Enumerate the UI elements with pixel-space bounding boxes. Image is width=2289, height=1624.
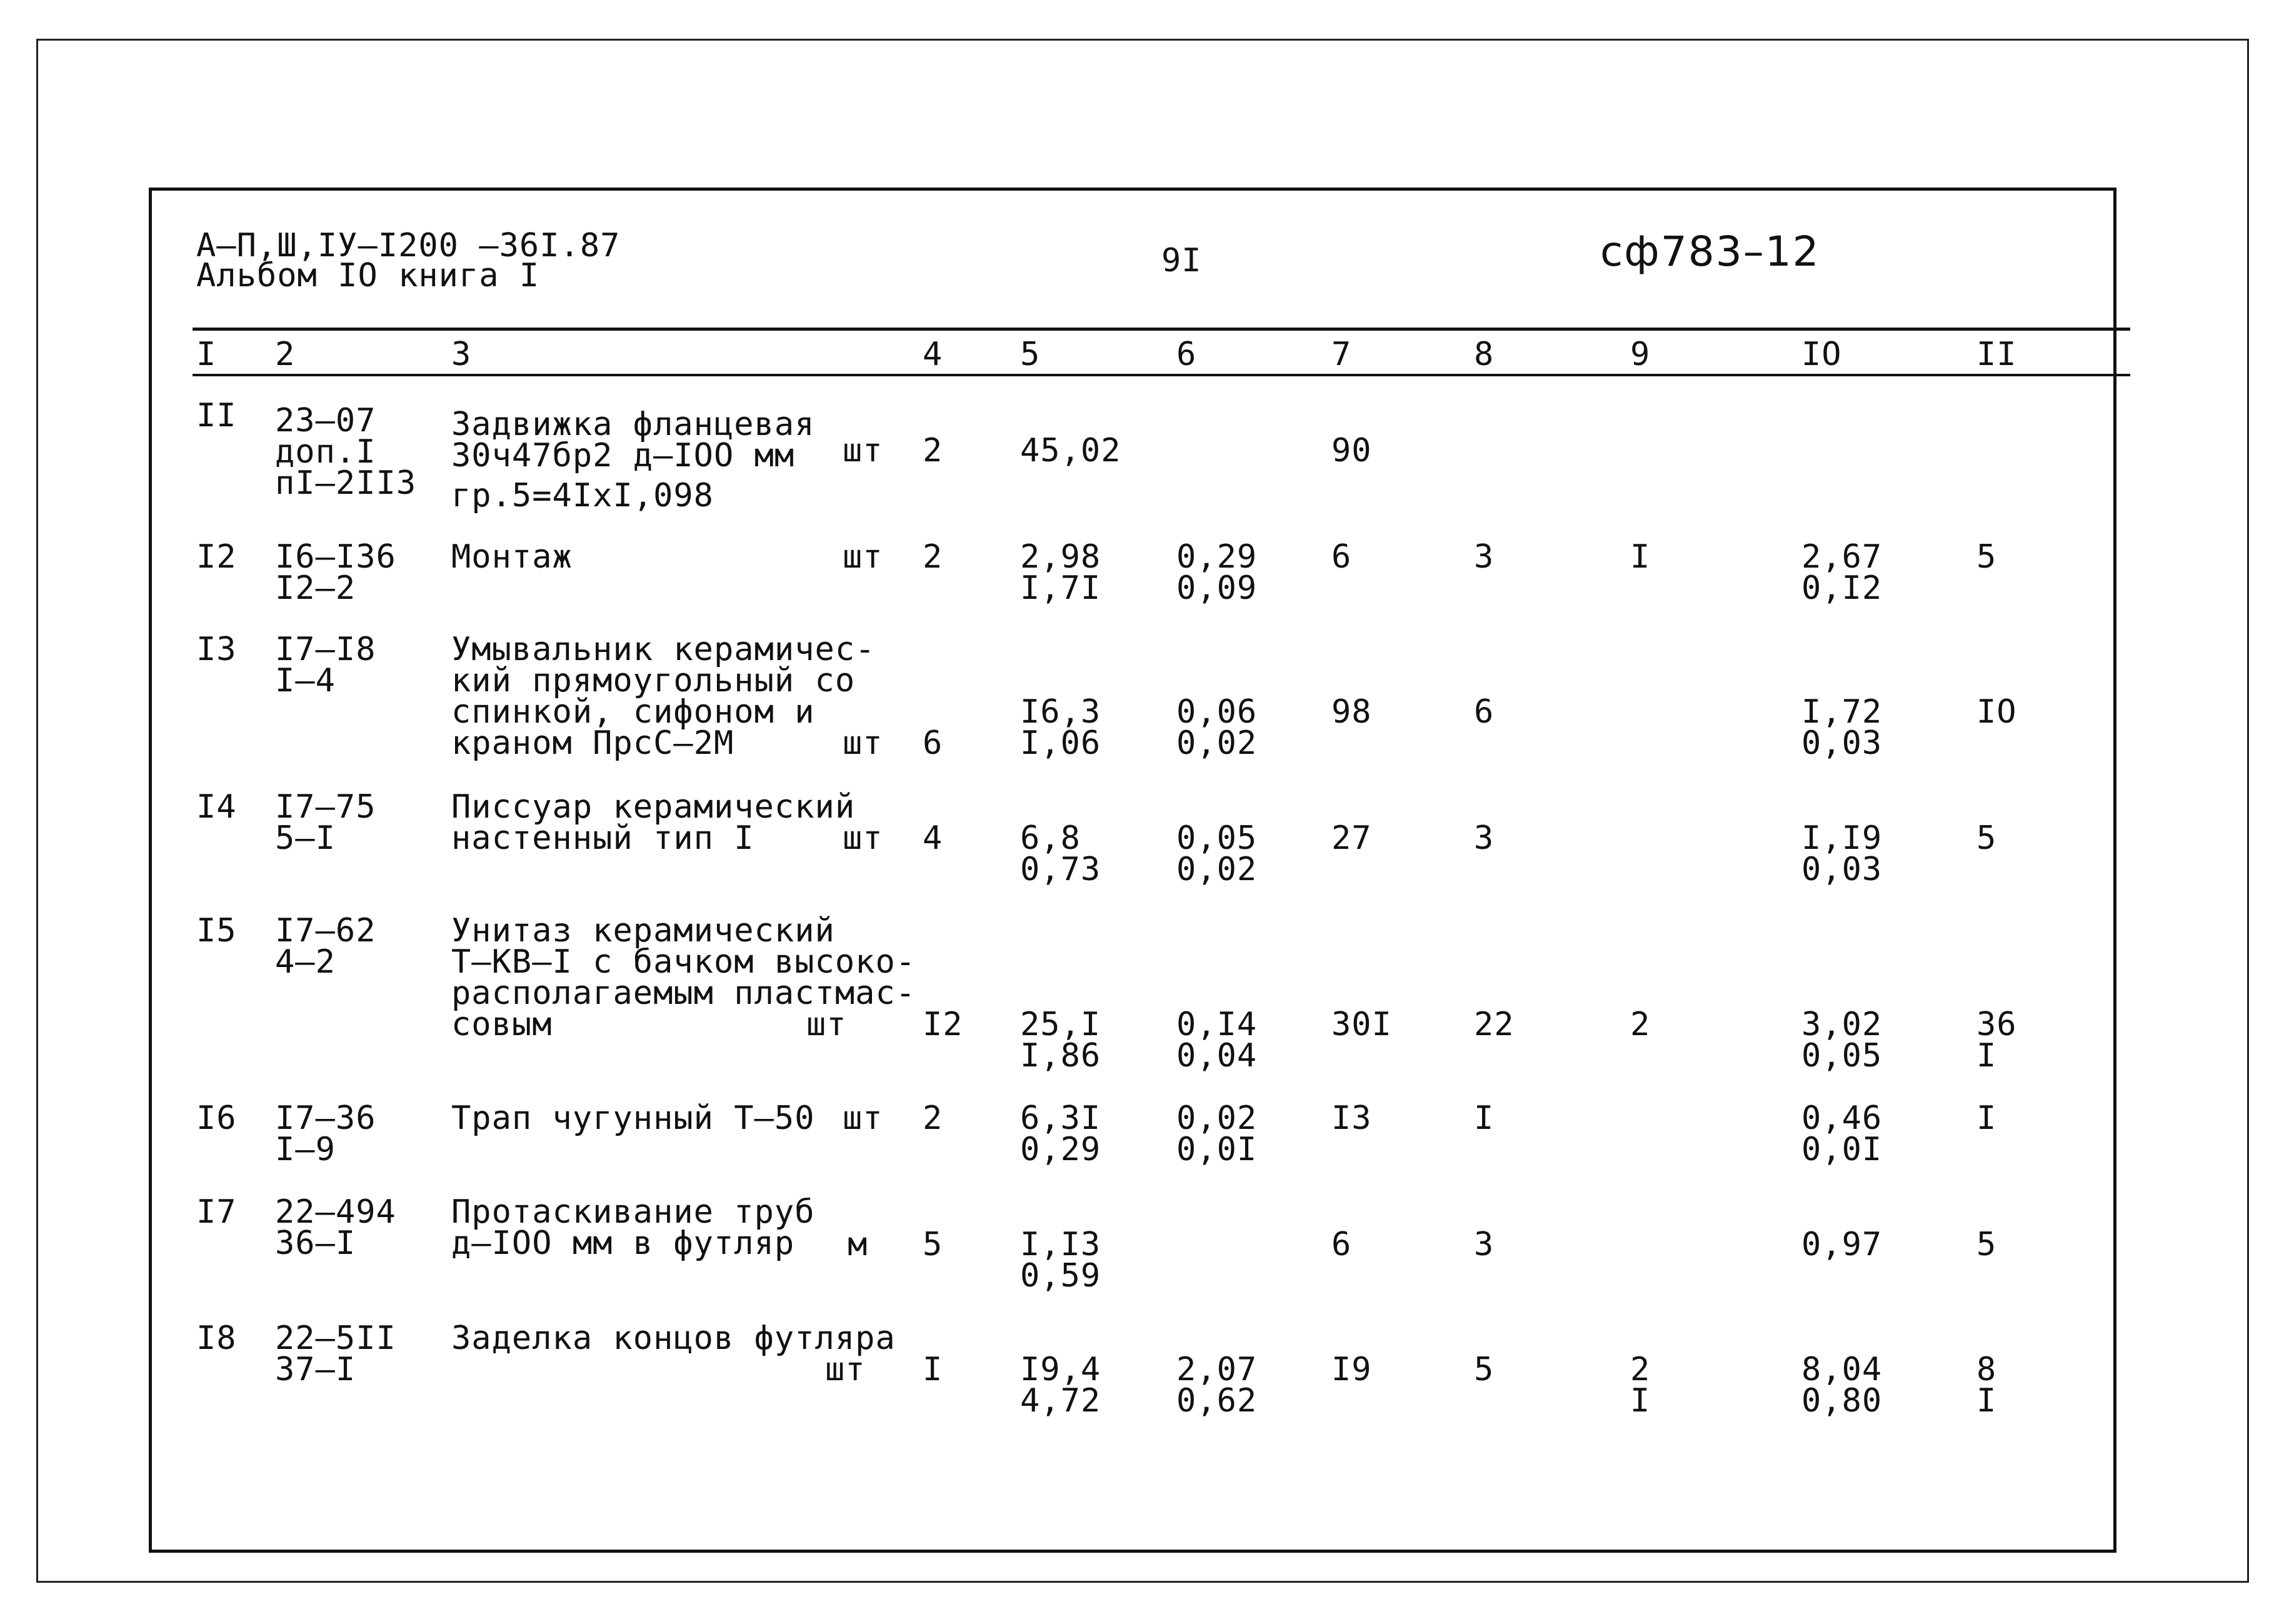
col-header-4: 4 [923,336,943,373]
item-name: Монтаж [451,538,573,576]
col8-value: 3 [1474,538,1495,576]
row-number: I8 [196,1320,237,1357]
page-number: 9I [1161,242,1202,279]
unit: шт [843,1100,883,1137]
col-header-10: IO [1801,336,1842,373]
norm-code: I6–I36 I2–2 [275,538,396,607]
unit: шт [843,724,883,762]
quantity: 2 [923,1100,943,1137]
col7-value: I9 [1331,1351,1372,1388]
album-label: Альбом IO книга I [196,257,540,294]
col-header-6: 6 [1176,336,1197,373]
row-number: II [196,397,237,434]
col-header-8: 8 [1474,336,1495,373]
quantity: 4 [923,820,943,857]
col-header-3: 3 [451,336,472,373]
col9-value: 2 I [1630,1351,1651,1420]
unit: м [848,1226,868,1263]
item-name: Умывальник керамичес- кий прямоугольный со спинкой, сифоном и краном ПрсС–2М [451,631,876,762]
col5-value: I9,4 4,72 [1020,1351,1101,1420]
unit: шт [806,1006,847,1043]
quantity: 2 [923,538,943,576]
col10-value: 0,46 0,0I [1801,1100,1883,1168]
norm-code: I7–62 4–2 [275,912,376,981]
col7-value: 90 [1331,432,1372,469]
unit: шт [825,1351,866,1388]
col-header-11: II [1976,336,2017,373]
col5-value: 25,I I,86 [1020,1006,1101,1075]
col5-value: 6,3I 0,29 [1020,1100,1101,1168]
col9-value: 2 [1630,1006,1651,1043]
col5-value: I,I3 0,59 [1020,1226,1101,1295]
col10-value: I,I9 0,03 [1801,820,1883,888]
unit: шт [843,432,883,469]
col11-value: 8 I [1976,1351,1997,1420]
header-top-rule [193,328,2130,331]
col8-value: 6 [1474,693,1495,731]
col11-value: 5 [1976,1226,1997,1263]
item-name: Писсуар керамический настенный тип I [451,788,856,857]
norm-code: 23–07 доп.I пI–2II3 [275,402,417,502]
col11-value: 36 I [1976,1006,2017,1075]
row-number: I3 [196,631,237,668]
quantity: 5 [923,1226,943,1263]
col9-value: I [1630,538,1651,576]
col7-value: 6 [1331,538,1352,576]
item-name: Трап чугунный Т–50 [451,1100,815,1137]
quantity: I [923,1351,943,1388]
col10-value: 2,67 0,I2 [1801,538,1883,607]
col-header-7: 7 [1331,336,1352,373]
col7-value: I3 [1331,1100,1372,1137]
item-name: Протаскивание труб д–IOO мм в футляр [451,1193,815,1262]
col11-value: IO [1976,693,2017,731]
quantity: I2 [923,1006,963,1043]
row-number: I6 [196,1100,237,1137]
norm-code: 22–494 36–I [275,1193,396,1262]
col11-value: 5 [1976,820,1997,857]
col6-value: 0,06 0,02 [1176,693,1258,762]
col6-value: 0,02 0,0I [1176,1100,1258,1168]
doc-code: А–П,Ш,IУ–I200 –36I.87 [196,227,621,264]
norm-code: I7–75 5–I [275,788,376,857]
col8-value: I [1474,1100,1495,1137]
unit: шт [843,820,883,857]
col-header-2: 2 [275,336,296,373]
col6-value: 0,I4 0,04 [1176,1006,1258,1075]
col5-value: 45,02 [1020,432,1121,469]
col10-value: I,72 0,03 [1801,693,1883,762]
item-name: Унитаз керамический Т–КВ–I с бачком высоко- располагаемым пластмас- совым [451,912,916,1043]
col-header-5: 5 [1020,336,1041,373]
col5-value: 6,8 0,73 [1020,820,1101,888]
col10-value: 3,02 0,05 [1801,1006,1883,1075]
col5-value: 2,98 I,7I [1020,538,1101,607]
col10-value: 8,04 0,80 [1801,1351,1883,1420]
col6-value: 0,05 0,02 [1176,820,1258,888]
col11-value: I [1976,1100,1997,1137]
quantity: 6 [923,724,943,762]
col-header-9: 9 [1630,336,1651,373]
col8-value: 3 [1474,1226,1495,1263]
row-number: I4 [196,788,237,826]
col8-value: 22 [1474,1006,1515,1043]
item-note: гр.5=4IxI,098 [451,477,714,514]
col10-value: 0,97 [1801,1226,1883,1263]
norm-code: I7–I8 I–4 [275,631,376,699]
unit: шт [843,538,883,576]
col-header-1: I [196,336,217,373]
quantity: 2 [923,432,943,469]
col8-value: 3 [1474,820,1495,857]
norm-code: I7–36 I–9 [275,1100,376,1168]
norm-code: 22–5II 37–I [275,1320,396,1388]
col6-value: 0,29 0,09 [1176,538,1258,607]
row-number: I5 [196,912,237,950]
col11-value: 5 [1976,538,1997,576]
item-name: Заделка концов футляра [451,1320,896,1357]
row-number: I7 [196,1193,237,1231]
col7-value: 98 [1331,693,1372,731]
col6-value: 2,07 0,62 [1176,1351,1258,1420]
sheet-code: сф783–12 [1600,228,1820,276]
header-bottom-rule [193,374,2130,376]
col7-value: 30I [1331,1006,1392,1043]
col8-value: 5 [1474,1351,1495,1388]
col7-value: 6 [1331,1226,1352,1263]
item-name: Задвижка фланцевая 30ч47бр2 д–IOO мм [451,406,815,474]
col5-value: I6,3 I,06 [1020,693,1101,762]
col7-value: 27 [1331,820,1372,857]
row-number: I2 [196,538,237,576]
